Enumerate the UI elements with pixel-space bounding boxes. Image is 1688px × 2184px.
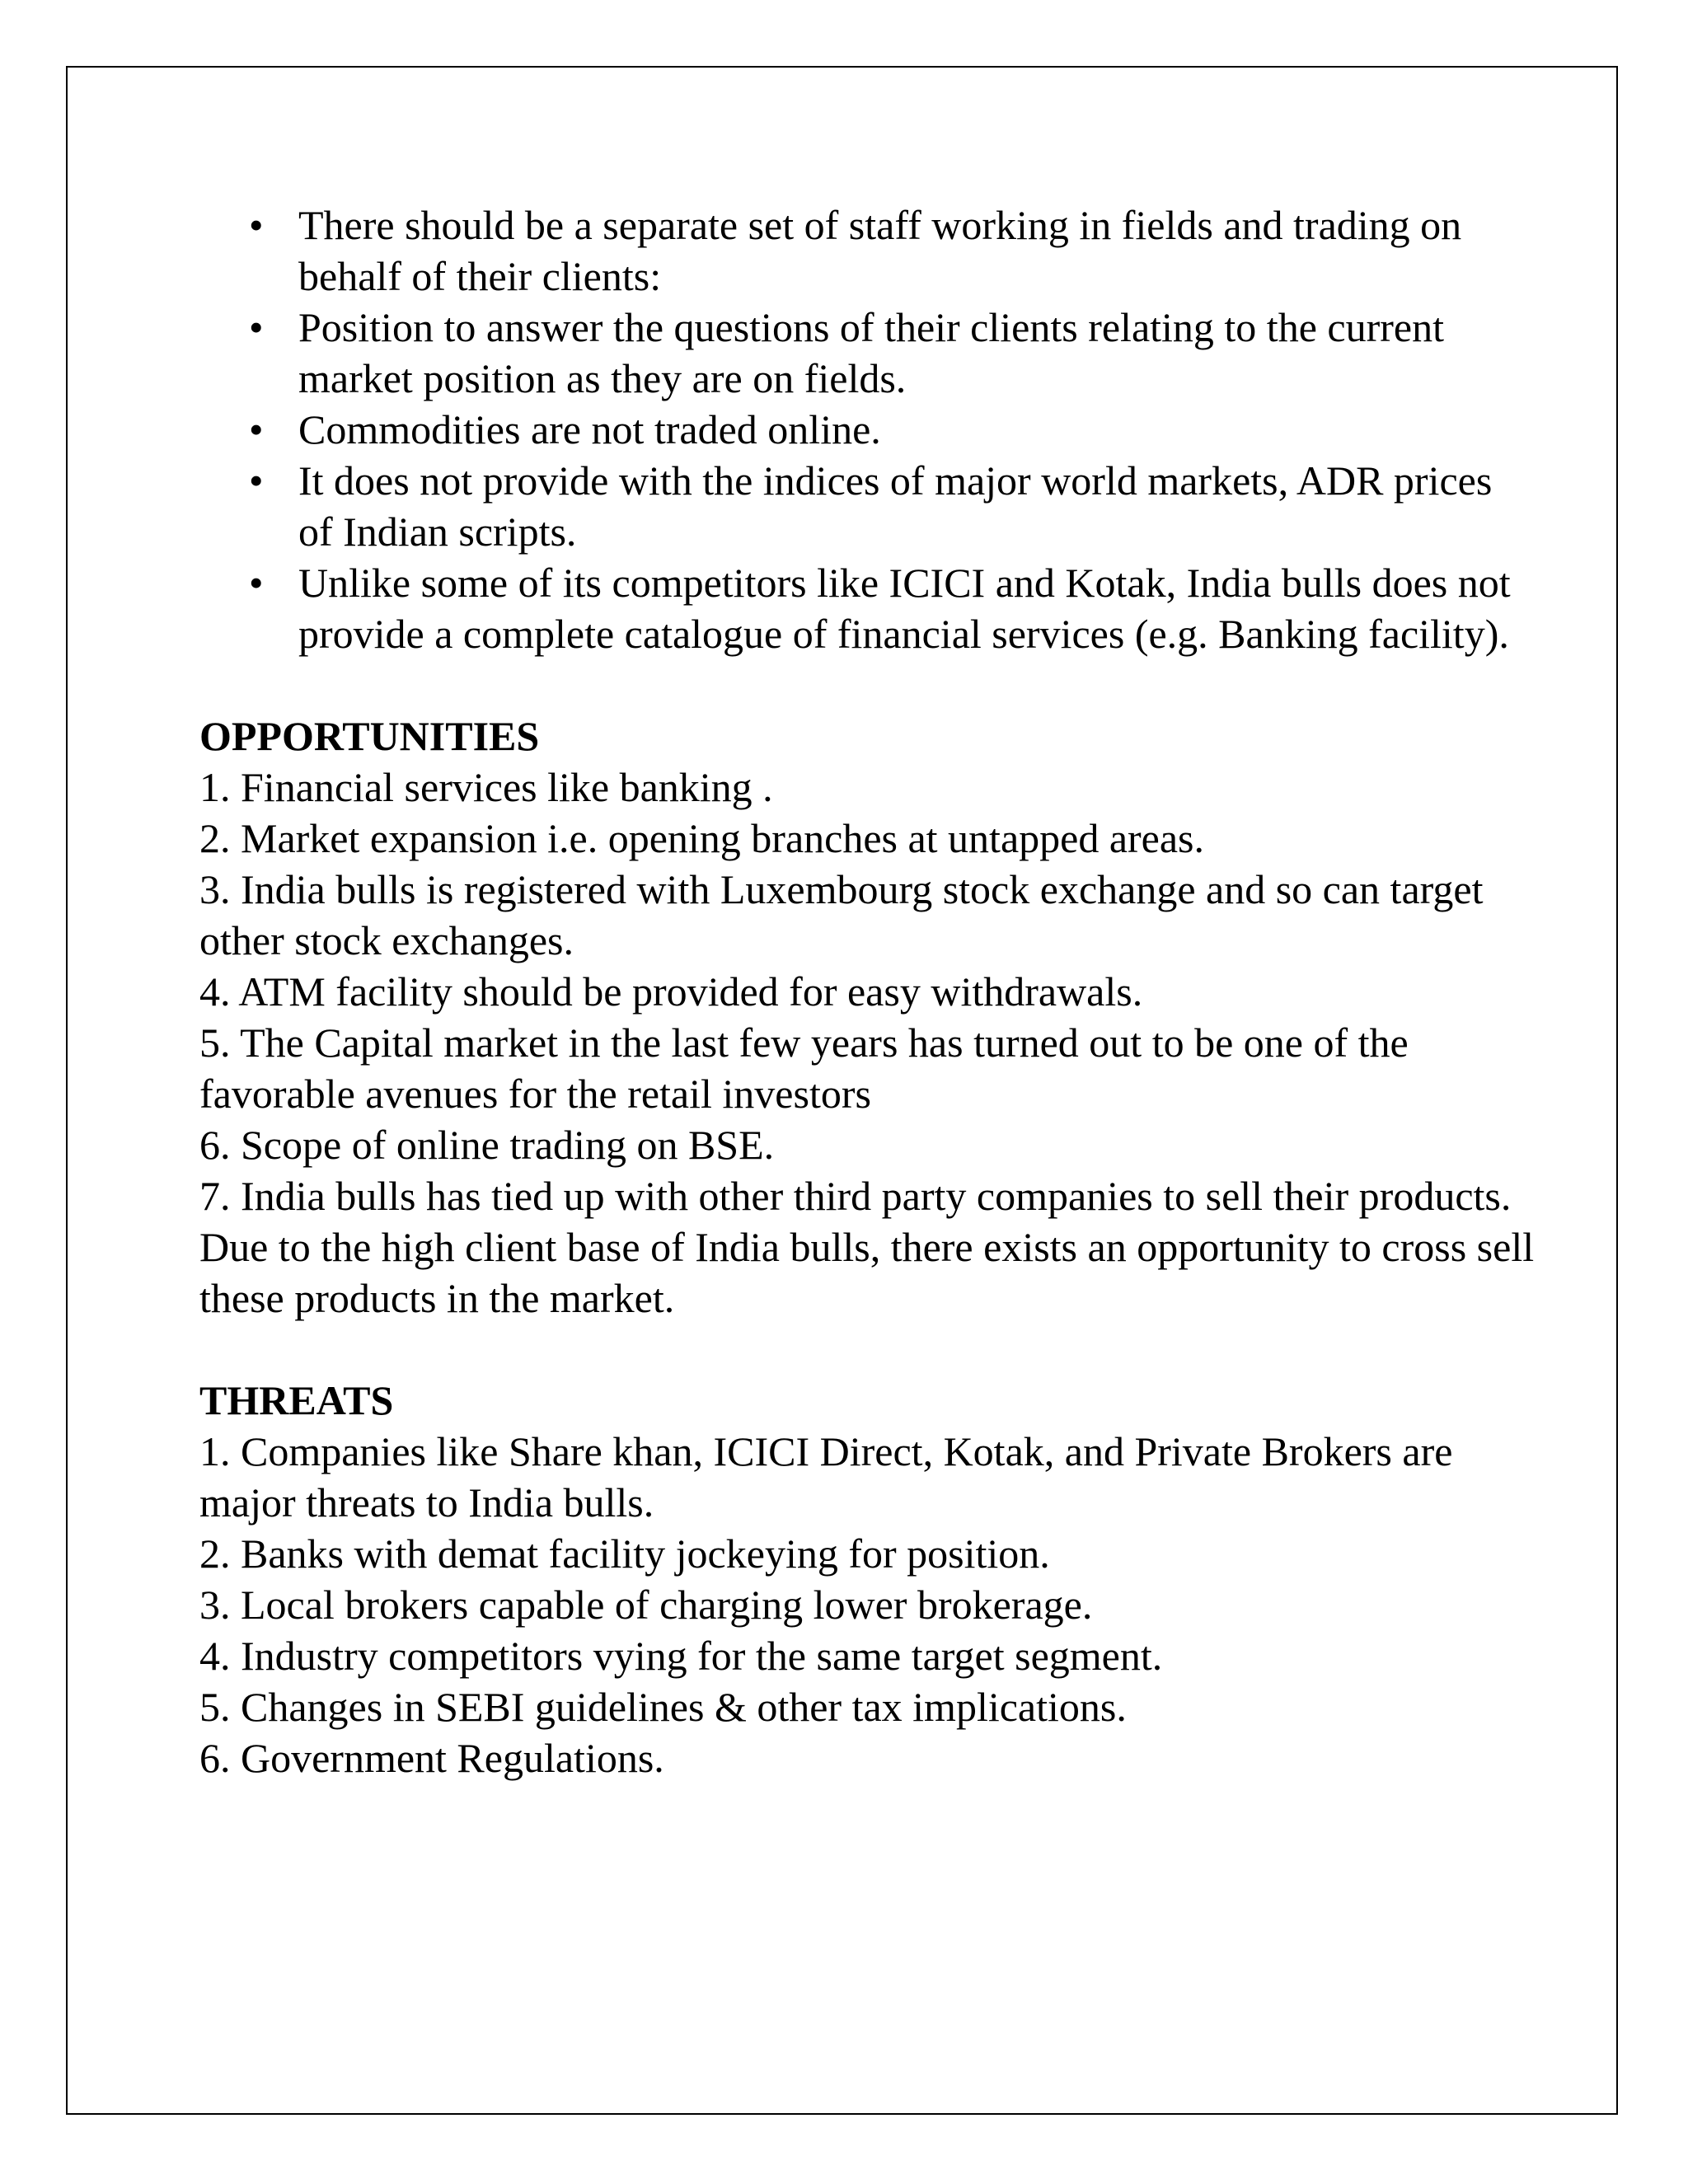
section-spacer [199, 1324, 1535, 1375]
bullet-item: • Unlike some of its competitors like ICICI and Kotak, India bulls does not provide a complete catalogue of financial services (e.g. Banking facility). [199, 557, 1535, 659]
opportunity-item: 1. Financial services like banking . [199, 764, 773, 810]
section-spacer [199, 659, 1535, 710]
opportunities-list [199, 762, 1535, 1324]
opportunities-heading: OPPORTUNITIES [199, 713, 540, 759]
opportunity-item: 3. India bulls is registered with Luxembourg stock exchange and so can target other stock exchanges. [199, 866, 1484, 963]
bullet-icon: • [249, 560, 264, 606]
document-body [199, 199, 1535, 1783]
bullet-icon: • [249, 457, 264, 504]
opportunity-item: 5. The Capital market in the last few years has turned out to be one of the favorable avenues for the retail investors [199, 1019, 1409, 1117]
bullet-item: • Position to answer the questions of their clients relating to the current market position as they are on fields. [199, 302, 1535, 404]
opportunity-item: 2. Market expansion i.e. opening branches at untapped areas. [199, 815, 1205, 861]
opportunity-item: 7. India bulls has tied up with other third party companies to sell their products. Due to the high client base of India bulls, there exists an opportunity to cross sell these products in the market. [199, 1173, 1535, 1321]
bullet-item: • There should be a separate set of staff working in fields and trading on behalf of their clients: [199, 199, 1535, 302]
threat-item: 4. Industry competitors vying for the same target segment. [199, 1633, 1163, 1679]
bullet-icon: • [249, 304, 264, 350]
bullet-item: • It does not provide with the indices of major world markets, ADR prices of Indian scripts. [199, 455, 1535, 557]
bullet-item: • Commodities are not traded online. [199, 404, 1535, 455]
threats-list [199, 1426, 1535, 1783]
opportunity-item: 6. Scope of online trading on BSE. [199, 1122, 775, 1168]
threat-item: 5. Changes in SEBI guidelines & other tax implications. [199, 1684, 1127, 1730]
threats-heading: THREATS [199, 1377, 394, 1423]
opportunity-item: 4. ATM facility should be provided for easy withdrawals. [199, 968, 1143, 1015]
bullet-icon: • [249, 406, 264, 452]
threat-item: 1. Companies like Share khan, ICICI Direct, Kotak, and Private Brokers are major threats to India bulls. [199, 1428, 1453, 1526]
weaknesses-bullet-list [199, 199, 1535, 659]
threat-item: 3. Local brokers capable of charging lower brokerage. [199, 1582, 1093, 1628]
bullet-icon: • [249, 202, 264, 248]
threat-item: 6. Government Regulations. [199, 1735, 664, 1781]
threat-item: 2. Banks with demat facility jockeying for position. [199, 1530, 1050, 1577]
